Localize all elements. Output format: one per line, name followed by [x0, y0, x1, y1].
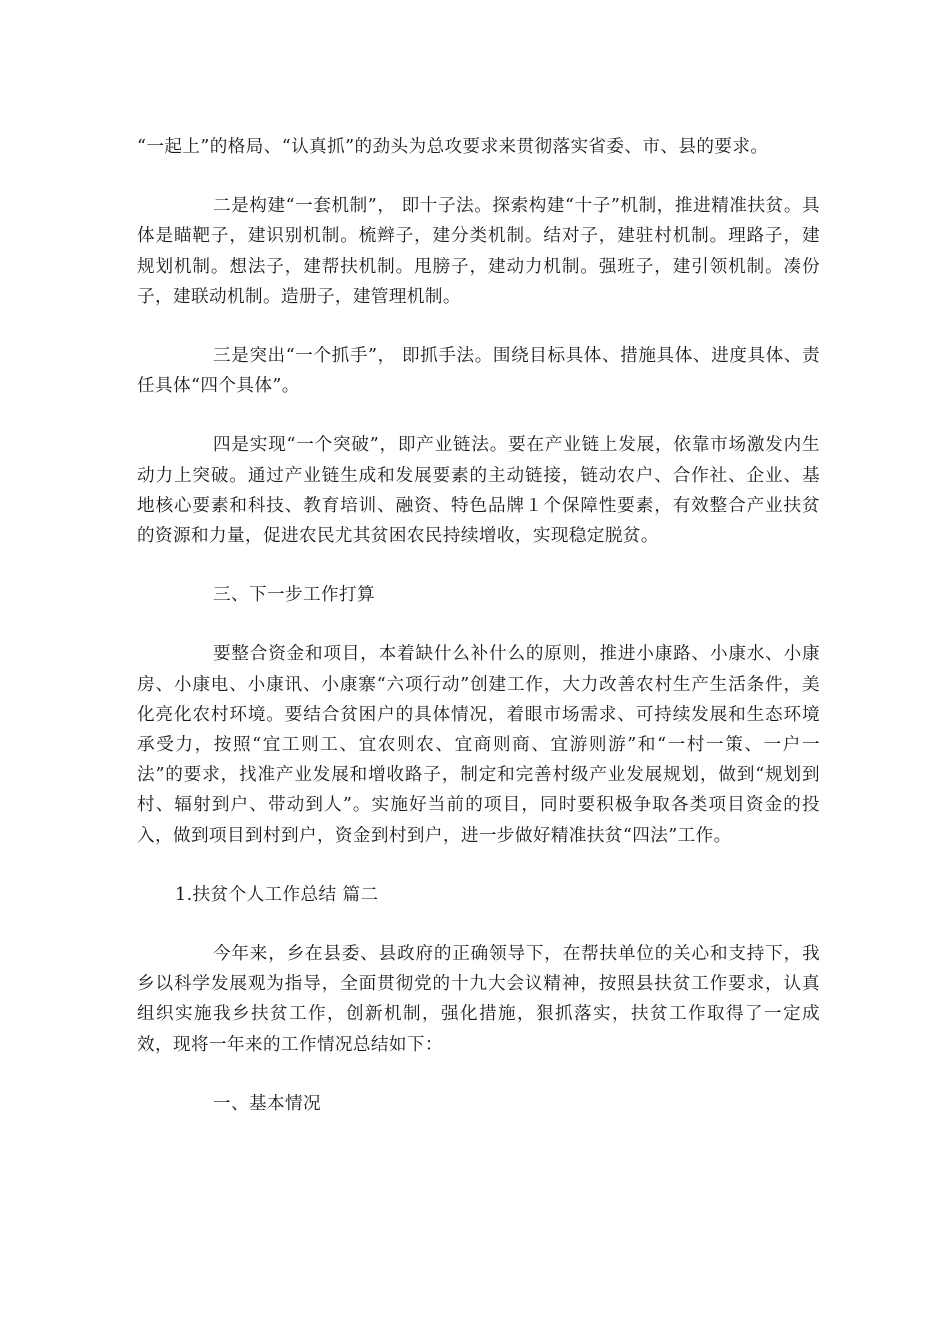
paragraph-next-steps: 要整合资金和项目，本着缺什么补什么的原则，推进小康路、小康水、小康房、小康电、小康讯、小康寨“六项行动”创建工作，大力改善农村生产生活条件，美化亮化农村环境。要结合贫困户的具体情况，着眼市场需求、可持续发展和生态环境承受力，按照“宜工则工、宜农则农、宜商则商、宜游则游”和“一村一策、一户一法”的要求，找准产业发展和增收路子，制定和完善村级产业发展规划，做到“规划到村、辐射到户、带动到人”。实施好当前的项目，同时要积极争取各类项目资金的投入，做到项目到村到户，资金到村到户，进一步做好精准扶贫“四法”工作。 [137, 644, 820, 846]
section-heading-basic-situation: 一、基本情况 [213, 1093, 321, 1114]
paragraph-grip: 三是突出“一个抓手”， 即抓手法。围绕目标具体、措施具体、进度具体、责任具体“四个具体”。 [137, 346, 820, 397]
article-heading-part-two: 1.扶贫个人工作总结 篇二 [175, 884, 379, 905]
paragraph-intro-summary: 今年来，乡在县委、县政府的正确领导下，在帮扶单位的关心和支持下，我乡以科学发展观为指导，全面贯彻党的十九大会议精神，按照县扶贫工作要求，认真组织实施我乡扶贫工作，创新机制，强化措施，狠抓落实，扶贫工作取得了一定成效，现将一年来的工作情况总结如下： [137, 944, 820, 1055]
paragraph-continuation: “一起上”的格局、“认真抓”的劲头为总攻要求来贯彻落实省委、市、县的要求。 [137, 137, 769, 157]
paragraph-mechanism: 二是构建“一套机制”， 即十子法。探索构建“十子”机制，推进精准扶贫。具体是瞄靶子，建识别机制。梳辫子，建分类机制。结对子，建驻村机制。理路子，建规划机制。想法子，建帮扶机制。甩膀子，建动力机制。强班子，建引领机制。凑份子，建联动机制。造册子，建管理机制。 [137, 196, 820, 307]
paragraph-breakthrough: 四是实现“一个突破”，即产业链法。要在产业链上发展，依靠市场激发内生动力上突破。通过产业链生成和发展要素的主动链接，链动农户、合作社、企业、基地核心要素和科技、教育培训、融资、特色品牌１个保障性要素，有效整合产业扶贫的资源和力量，促进农民尤其贫困农民持续增收，实现稳定脱贫。 [137, 435, 820, 547]
section-heading-next-steps: 三、下一步工作打算 [213, 585, 375, 606]
document-body [137, 132, 820, 1119]
